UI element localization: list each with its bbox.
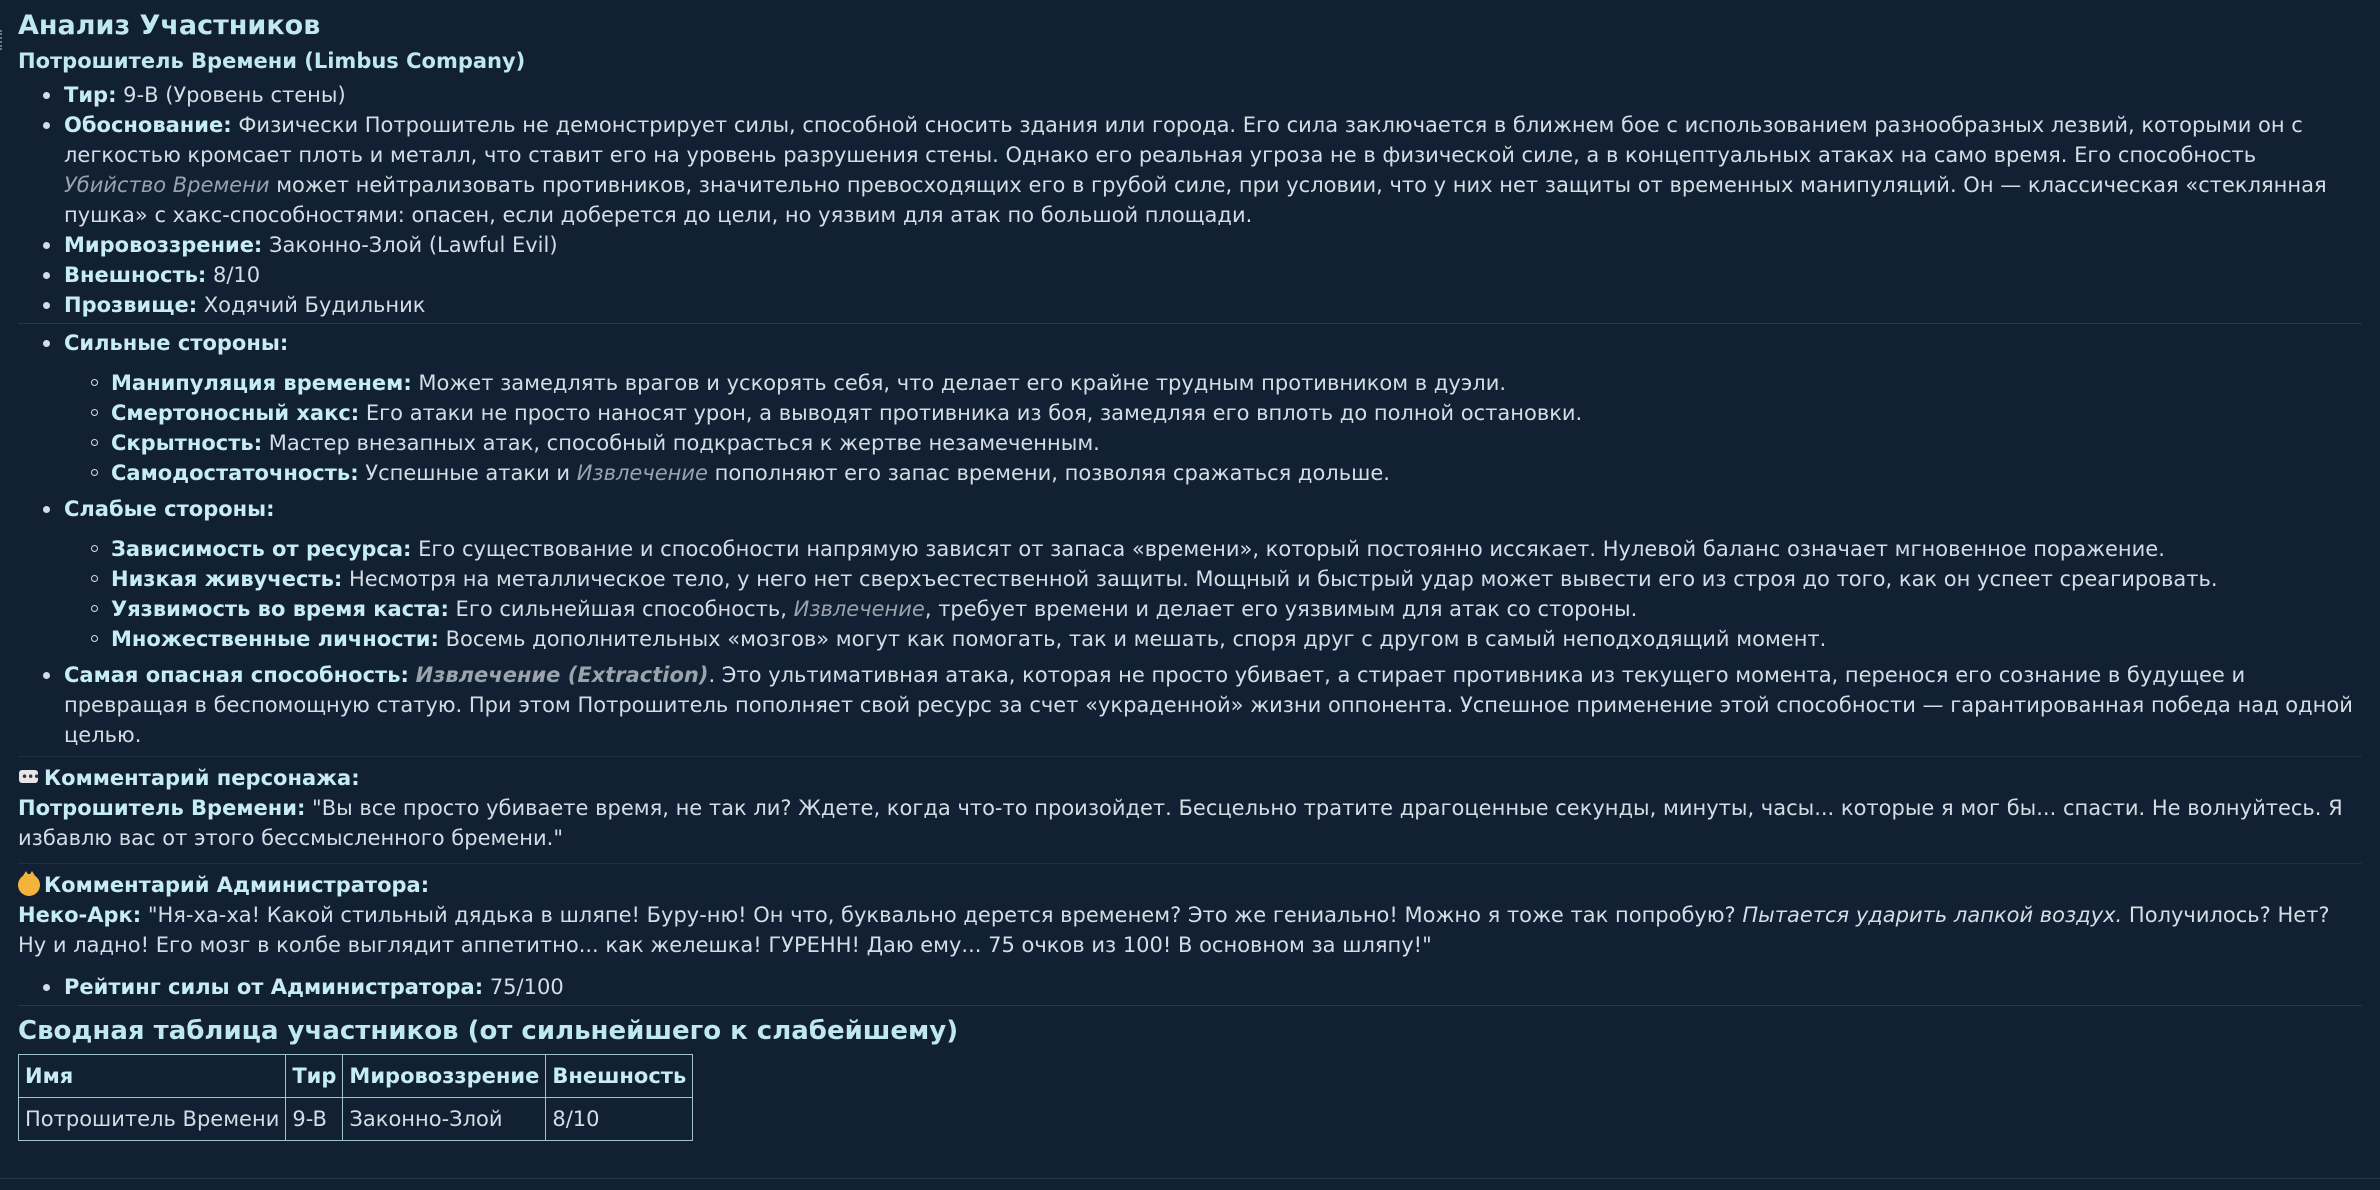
divider xyxy=(18,323,2362,324)
cat-face-icon xyxy=(18,874,40,896)
divider xyxy=(18,863,2362,864)
edge-marker xyxy=(0,30,4,50)
table-cell: Потрошитель Времени xyxy=(19,1098,286,1141)
strengths-section: Сильные стороны: Манипуляция временем: Может замедлять врагов и ускорять себя, что делает его крайне трудным противником в дуэли. Смертоносный хакс: Его атаки не просто наносят урон, а выводят противника из боя, замедляя его вплоть до полной остановки. Скрытность: Мастер внезапных атак, способный подкрасться к жертве незамеченным. Самодостаточность: Успешные атаки и Извлечение пополняют его запас времени, позволяя сражаться дольше. xyxy=(64,328,2362,488)
stat-tier: Тир: 9-B (Уровень стены) xyxy=(64,80,2362,110)
list-item: Смертоносный хакс: Его атаки не просто наносят урон, а выводят противника из боя, замедляя его вплоть до полной остановки. xyxy=(111,398,2362,428)
speech-bubble-icon xyxy=(18,767,40,789)
action-text: Пытается ударить лапкой воздух. xyxy=(1742,903,2123,927)
ability-name: Извлечение (Extraction) xyxy=(415,663,709,687)
divider xyxy=(18,1005,2362,1006)
stat-appearance: Внешность: 8/10 xyxy=(64,260,2362,290)
admin-comment-heading: Комментарий Администратора: xyxy=(18,870,2362,900)
admin-comment-text: Неко-Арк: "Ня-ха-ха! Какой стильный дядька в шляпе! Буру-ню! Он что, буквально дерется временем? Это же гениально! Можно я тоже так попробую? Пытается ударить лапкой воздух. Получилось? Нет? Ну и ладно! Его мозг в колбе выглядит аппетитно... как желешка! ГУРЕНН! Даю ему... 75 очков из 100! В основном за шляпу!" xyxy=(18,903,2330,957)
character-comment-text: Потрошитель Времени: "Вы все просто убиваете время, не так ли? Ждете, когда что-то произойдет. Бесцельно тратите драгоценные секунды, минуты, часы... которые я мог бы... спасти. Не волнуйтесь. Я избавлю вас от этого бессмысленного бремени." xyxy=(18,796,2343,850)
summary-table xyxy=(18,1054,693,1141)
weaknesses-section: Слабые стороны: Зависимость от ресурса: Его существование и способности напрямую зависят от запаса «времени», который постоянно иссякает. Нулевой баланс означает мгновенное поражение. Низкая живучесть: Несмотря на металлическое тело, у него нет сверхъестественной защиты. Мощный и быстрый удар может вывести его из строя до того, как он успеет среагировать. Уязвимость во время каста: Его сильнейшая способность, Извлечение, требует времени и делает его уязвимым для атак со стороны. Множественные личности: Восемь дополнительных «мозгов» могут как помогать, так и мешать, споря друг с другом в самый неподходящий момент. xyxy=(64,494,2362,654)
table-row xyxy=(19,1098,693,1141)
column-header: Тир xyxy=(286,1055,343,1098)
stat-nickname: Прозвище: Ходячий Будильник xyxy=(64,290,2362,320)
list-item: Низкая живучесть: Несмотря на металлическое тело, у него нет сверхъестественной защиты. Мощный и быстрый удар может вывести его из строя до того, как он успеет среагировать. xyxy=(111,564,2362,594)
page-title: Анализ Участников xyxy=(18,10,321,41)
list-item: Зависимость от ресурса: Его существование и способности напрямую зависят от запаса «времени», который постоянно иссякает. Нулевой баланс означает мгновенное поражение. xyxy=(111,534,2362,564)
list-item: Скрытность: Мастер внезапных атак, способный подкрасться к жертве незамеченным. xyxy=(111,428,2362,458)
character-comment-heading: ••• Комментарий персонажа: xyxy=(18,763,2362,793)
bottom-divider xyxy=(0,1178,2380,1179)
rating-list xyxy=(18,972,2362,1002)
table-header-row xyxy=(19,1055,693,1098)
divider xyxy=(18,756,2362,757)
table-cell: 9-B xyxy=(286,1098,343,1141)
participant-name: Потрошитель Времени (Limbus Company) xyxy=(18,49,526,73)
ability-name: Извлечение xyxy=(576,461,708,485)
list-item: Манипуляция временем: Может замедлять врагов и ускорять себя, что делает его крайне трудным противником в дуэли. xyxy=(111,368,2362,398)
column-header: Внешность xyxy=(546,1055,693,1098)
column-header: Имя xyxy=(19,1055,286,1098)
admin-rating: Рейтинг силы от Администратора: 75/100 xyxy=(64,972,2362,1002)
weaknesses-list xyxy=(64,534,2362,654)
column-header: Мировоззрение xyxy=(343,1055,546,1098)
summary-heading: Сводная таблица участников (от сильнейшего к слабейшему) xyxy=(18,1016,959,1046)
ability-name: Убийство Времени xyxy=(64,173,270,197)
abilities-list xyxy=(18,328,2362,750)
list-item: Множественные личности: Восемь дополнительных «мозгов» могут как помогать, так и мешать, споря друг с другом в самый неподходящий момент. xyxy=(111,624,2362,654)
stat-alignment: Мировоззрение: Законно-Злой (Lawful Evil) xyxy=(64,230,2362,260)
stats-list xyxy=(18,80,2362,320)
strengths-list xyxy=(64,368,2362,488)
most-dangerous-ability: Самая опасная способность: Извлечение (Extraction). Это ультимативная атака, которая не просто убивает, а стирает противника из текущего момента, перенося его сознание в будущее и превращая в беспомощную статую. При этом Потрошитель пополняет свой ресурс за счет «украденной» жизни оппонента. Успешное применение этой способности — гарантированная победа над одной целью. xyxy=(64,660,2362,750)
list-item: Уязвимость во время каста: Его сильнейшая способность, Извлечение, требует времени и делает его уязвимым для атак со стороны. xyxy=(111,594,2362,624)
ability-name: Извлечение xyxy=(793,597,925,621)
table-cell: Законно-Злой xyxy=(343,1098,546,1141)
stat-reasoning: Обоснование: Физически Потрошитель не демонстрирует силы, способной сносить здания или города. Его сила заключается в ближнем бое с использованием разнообразных лезвий, которыми он с легкостью кромсает плоть и металл, что ставит его на уровень разрушения стены. Однако его реальная угроза не в физической силе, а в концептуальных атаках на само время. Его способность Убийство Времени может нейтрализовать противников, значительно превосходящих его в грубой силе, при условии, что у них нет защиты от временных манипуляций. Он — классическая «стеклянная пушка» с хакс-способностями: опасен, если доберется до цели, но уязвим для атак по большой площади. xyxy=(64,110,2362,230)
list-item: Самодостаточность: Успешные атаки и Извлечение пополняют его запас времени, позволяя сражаться дольше. xyxy=(111,458,2362,488)
table-cell: 8/10 xyxy=(546,1098,693,1141)
